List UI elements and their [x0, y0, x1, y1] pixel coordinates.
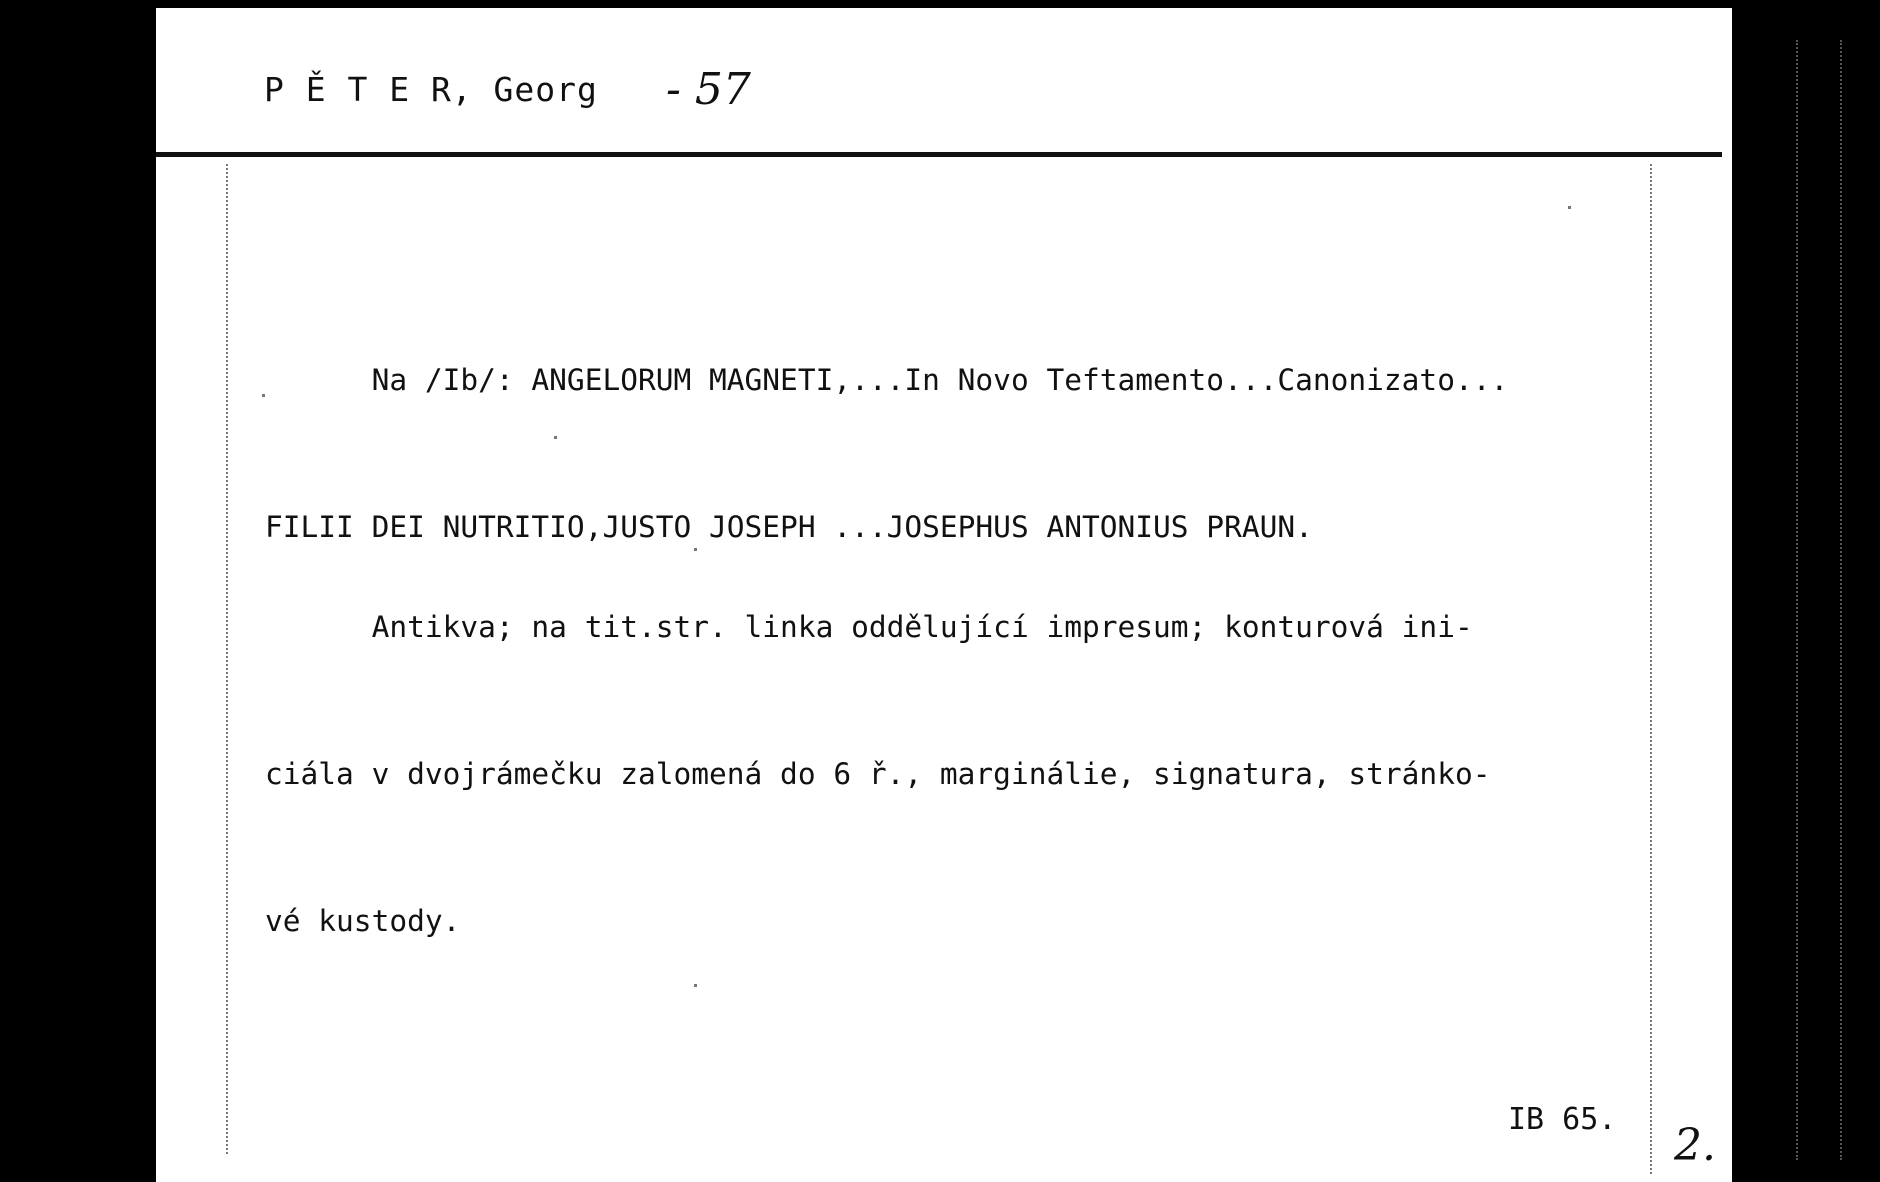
scan-edge-dots — [1796, 40, 1798, 1160]
text-line: Antikva; na tit.str. linka oddělující impresum; konturová ini- — [265, 610, 1473, 644]
text-line: ciála v dvojrámečku zalomená do 6 ř., marginálie, signatura, stránko- — [265, 757, 1491, 791]
text-line: FILII DEI NUTRITIO,JUSTO JOSEPH ...JOSEPHUS ANTONIUS PRAUN. — [265, 510, 1313, 544]
scan-speck — [262, 394, 265, 397]
catalog-card — [156, 8, 1732, 1182]
scan-speck — [694, 984, 697, 987]
heading-rule — [156, 152, 1722, 157]
text-line: Na /Ib/: ANGELORUM MAGNETI,...In Novo Teftamento...Canonizato... — [265, 363, 1509, 397]
left-margin-line — [226, 164, 228, 1154]
card-heading-handwritten-number: - 57 — [666, 64, 751, 115]
typography-description-paragraph — [265, 505, 1490, 1044]
scan-speck — [694, 548, 697, 551]
scan-speck — [554, 436, 557, 439]
scan-edge-dots — [1840, 40, 1842, 1160]
right-margin-line — [1650, 164, 1652, 1174]
handwritten-corner-mark: 2. — [1674, 1120, 1716, 1171]
text-line: vé kustody. — [265, 904, 461, 938]
shelf-mark: IB 65. — [1508, 1102, 1617, 1137]
card-heading-author: P Ě T E R, Georg — [264, 70, 598, 109]
scan-speck — [1568, 206, 1571, 209]
